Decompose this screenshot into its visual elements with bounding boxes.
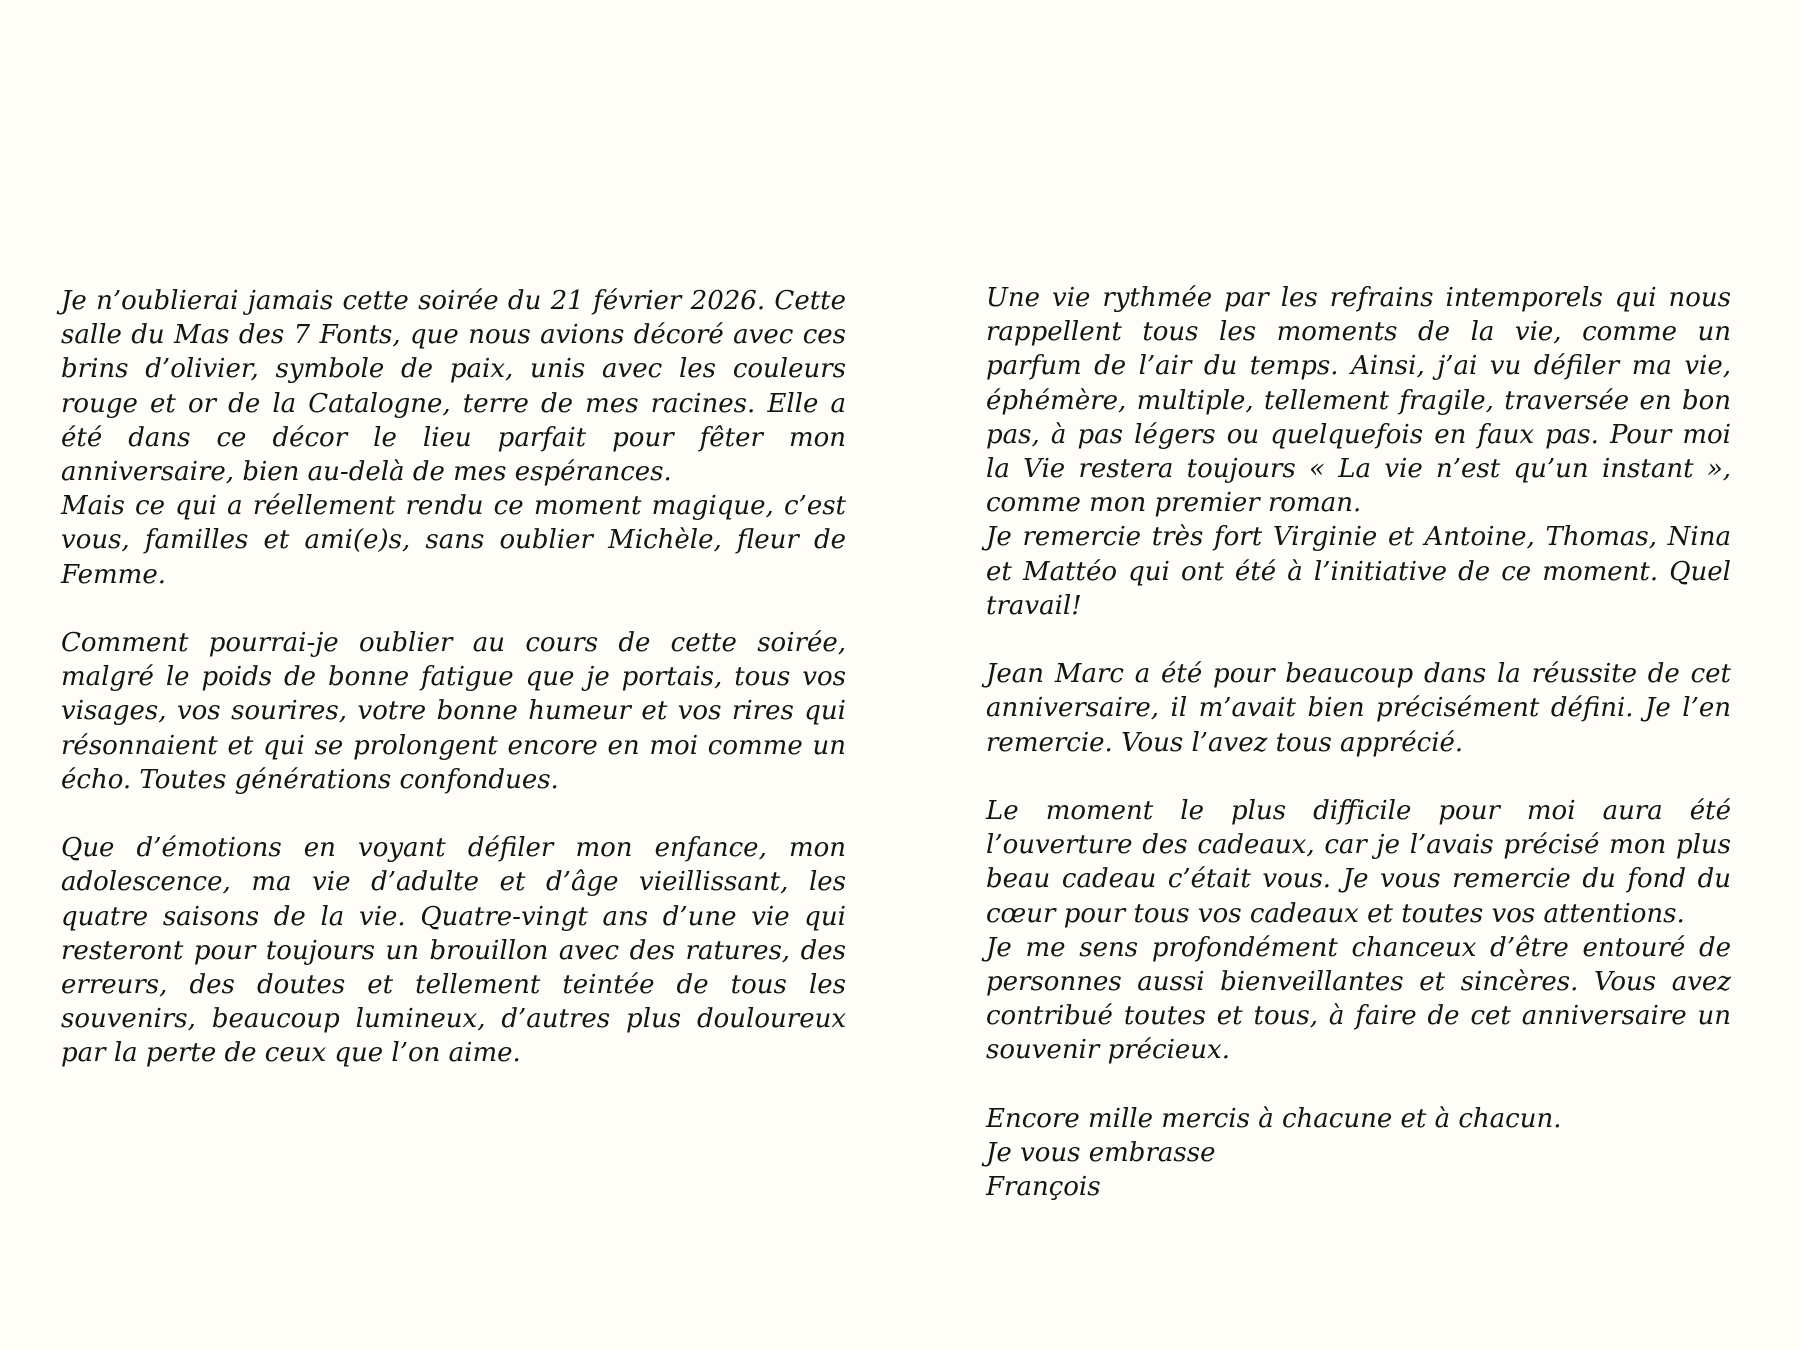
- text-block: Jean Marc a été pour beaucoup dans la réussite de cet anniversaire, il m’avait bien précisément défini. Je l’en remercie. Vous l’avez tous apprécié.: [986, 659, 1731, 758]
- paragraph: [986, 281, 1731, 623]
- right-column: [986, 281, 1731, 1239]
- text-block: Le moment le plus difficile pour moi aura été l’ouverture des cadeaux, car je l’avais précisé mon plus beau cadeau c’était vous. Je vous remercie du fond du cœur pour tous vos cadeaux et toutes vos attentions.: [986, 796, 1731, 929]
- closing-embrace: Je vous embrasse: [986, 1138, 1216, 1169]
- closing: [986, 1102, 1731, 1205]
- paragraph: [61, 831, 846, 1070]
- text-block: Comment pourrai-je oublier au cours de cette soirée, malgré le poids de bonne fatigue que je portais, tous vos visages, vos sourires, votre bonne humeur et vos rires qui résonnaient et qui se prolongent encore en moi comme un écho. Toutes générations confondues.: [61, 628, 846, 795]
- text-block: Que d’émotions en voyant défiler mon enfance, mon adolescence, ma vie d’adulte et d’âge vieillissant, les quatre saisons de la vie. Quatre-vingt ans d’une vie qui resteront pour toujours un brouillon avec des ratures, des erreurs, des doutes et tellement teintée de tous les souvenirs, beaucoup lumineux, d’autres plus douloureux par la perte de ceux que l’on aime.: [61, 833, 846, 1069]
- closing-thanks: Encore mille mercis à chacune et à chacun.: [986, 1103, 1562, 1134]
- paragraph: [61, 626, 846, 797]
- paragraph: [986, 657, 1731, 760]
- text-block: Je remercie très fort Virginie et Antoine, Thomas, Nina et Mattéo qui ont été à l’initiative de ce moment. Quel travail!: [986, 522, 1731, 621]
- text-block: Je me sens profondément chanceux d’être entouré de personnes aussi bienveillantes et sincères. Vous avez contribué toutes et tous, à faire de cet anniversaire un souvenir précieux.: [986, 932, 1731, 1066]
- text-block: Mais ce qui a réellement rendu ce moment magique, c’est vous, familles et ami(e)s, sans oublier Michèle, fleur de Femme.: [61, 491, 846, 590]
- text-block: Je n’oublierai jamais cette soirée du 21 février 2026. Cette salle du Mas des 7 Fonts, que nous avions décoré avec ces brins d’olivier, symbole de paix, unis avec les couleurs rouge et or de la Catalogne, terre de mes racines. Elle a été dans ce décor le lieu parfait pour fêter mon anniversaire, bien au-delà de mes espérances.: [61, 286, 846, 488]
- left-column: [61, 284, 846, 1105]
- paragraph: [61, 284, 846, 592]
- signature: François: [986, 1172, 1101, 1203]
- paragraph: [986, 794, 1731, 1068]
- text-block: Une vie rythmée par les refrains intemporels qui nous rappellent tous les moments de la vie, comme un parfum de l’air du temps. Ainsi, j’ai vu défiler ma vie, éphémère, multiple, tellement fragile, traversée en bon pas, à pas légers ou quelquefois en faux pas. Pour moi la Vie restera toujours « La vie n’est qu’un instant », comme mon premier roman.: [986, 283, 1731, 519]
